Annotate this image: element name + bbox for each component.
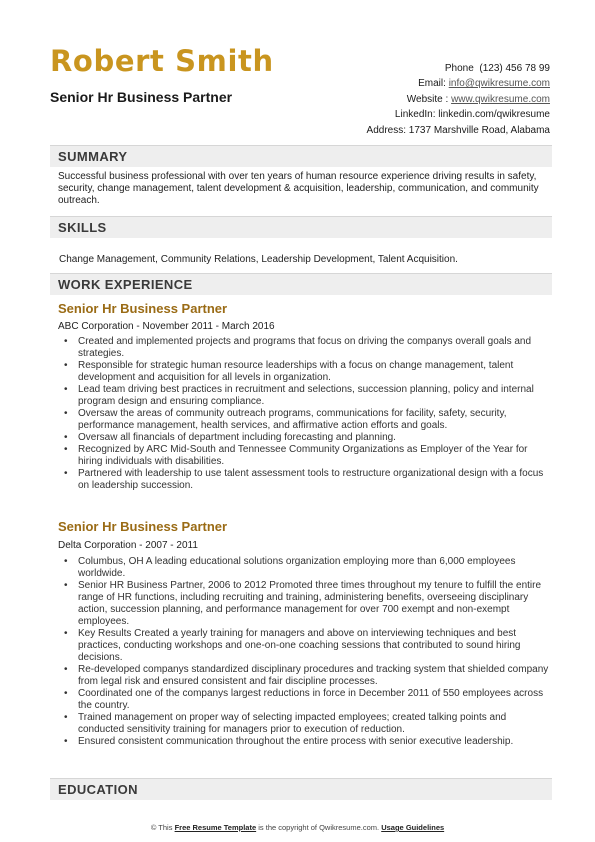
list-item: • Responsible for strategic human resource leaderships with a focus on change management, talent development and acquisition for all levels in organization. — [58, 360, 552, 384]
experience-heading: WORK EXPERIENCE — [58, 277, 193, 292]
list-item: • Re-developed companys standardized disciplinary procedures and tracking system that shielded company from legal risk and ensured consistent and fair discipline processes. — [58, 664, 552, 688]
job-company-dates: ABC Corporation - November 2011 - March 2016 — [58, 321, 275, 332]
job-responsibilities — [58, 336, 552, 492]
website-label: Website : — [406, 93, 449, 105]
education-section-header — [50, 778, 552, 800]
list-item: • Senior HR Business Partner, 2006 to 2012 Promoted three times throughout my tenure to fulfill the entire range of HR functions, including recruiting and training, administering benefits, overseeing disciplinary action, succession planning, and performance management for over 700 exempt and non-exempt employees. — [58, 580, 552, 628]
list-item: • Lead team driving best practices in recruitment and selections, succession planning, policy and internal program design and ensuring compliance. — [58, 384, 552, 408]
contact-linkedin-row — [367, 107, 550, 122]
skills-heading: SKILLS — [58, 220, 107, 235]
contact-block — [367, 61, 550, 138]
usage-guidelines-link[interactable]: Usage Guidelines — [381, 823, 445, 832]
list-item: • Columbus, OH A leading educational solutions organization employing more than 6,000 employees worldwide. — [58, 556, 552, 580]
education-heading: EDUCATION — [58, 782, 138, 797]
contact-phone-row — [367, 61, 550, 76]
list-item: • Created and implemented projects and programs that focus on driving the companys overall goals and strategies. — [58, 336, 552, 360]
address-label: Address: — [366, 124, 407, 136]
job-responsibilities — [58, 556, 552, 748]
list-item: • Partnered with leadership to use talent assessment tools to restructure organizational design with a focus on leadership succession. — [58, 468, 552, 492]
list-item: • Trained management on proper way of selecting impacted employees; created talking points and conducted sensitivity training for managers prior to execution of reduction. — [58, 712, 552, 736]
list-item: • Oversaw the areas of community outreach programs, communications for facility, safety, security, performance management, health services, and affirmative action efforts and goals. — [58, 408, 552, 432]
skills-text: Change Management, Community Relations, Leadership Development, Talent Acquisition. — [59, 254, 458, 265]
list-item: • Ensured consistent communication throughout the entire process with senior executive leadership. — [58, 736, 552, 748]
email-link[interactable]: info@qwikresume.com — [448, 78, 550, 90]
contact-website-row — [367, 92, 550, 107]
footer-copyright-text: is the copyright of Qwikresume.com. — [258, 823, 380, 832]
linkedin-label: LinkedIn: — [394, 109, 436, 121]
address-value: 1737 Marshville Road, Alabama — [408, 124, 550, 136]
footer-prefix: © This — [150, 823, 173, 832]
job-title: Senior Hr Business Partner — [58, 519, 228, 534]
summary-section-header — [50, 145, 552, 167]
linkedin-value: linkedin.com/qwikresume — [438, 109, 550, 121]
summary-heading: SUMMARY — [58, 149, 128, 164]
candidate-name: Robert Smith — [50, 44, 274, 78]
contact-address-row — [367, 123, 550, 138]
job-company-dates: Delta Corporation - 2007 - 2011 — [58, 540, 198, 551]
list-item: • Oversaw all financials of department including forecasting and planning. — [58, 432, 552, 444]
website-link[interactable]: www.qwikresume.com — [451, 93, 550, 105]
free-template-link[interactable]: Free Resume Template — [174, 823, 257, 832]
summary-text: Successful business professional with over ten years of human resource experience driving results in safety, security, change management, talent development & acquisition, leadership, communication, and community outreach. — [58, 171, 539, 206]
job-title: Senior Hr Business Partner — [58, 301, 228, 316]
experience-section-header — [50, 273, 552, 295]
contact-email-row — [367, 76, 550, 91]
list-item: • Key Results Created a yearly training for managers and above on interviewing techniques and best practices, conducting workshops and one-on-one coaching sessions that contributed to sound hiring decisions. — [58, 628, 552, 664]
candidate-role: Senior Hr Business Partner — [50, 89, 233, 105]
email-label: Email: — [418, 78, 446, 90]
phone-label: Phone — [444, 63, 474, 74]
list-item: • Recognized by ARC Mid-South and Tennessee Community Organizations as Employer of the Year for hiring individuals with disabilities. — [58, 444, 552, 468]
list-item: • Coordinated one of the companys largest reductions in force in December 2011 of 550 employees across the country. — [58, 688, 552, 712]
phone-value: (123) 456 78 99 — [479, 63, 550, 74]
footer — [0, 823, 595, 832]
skills-section-header — [50, 216, 552, 238]
